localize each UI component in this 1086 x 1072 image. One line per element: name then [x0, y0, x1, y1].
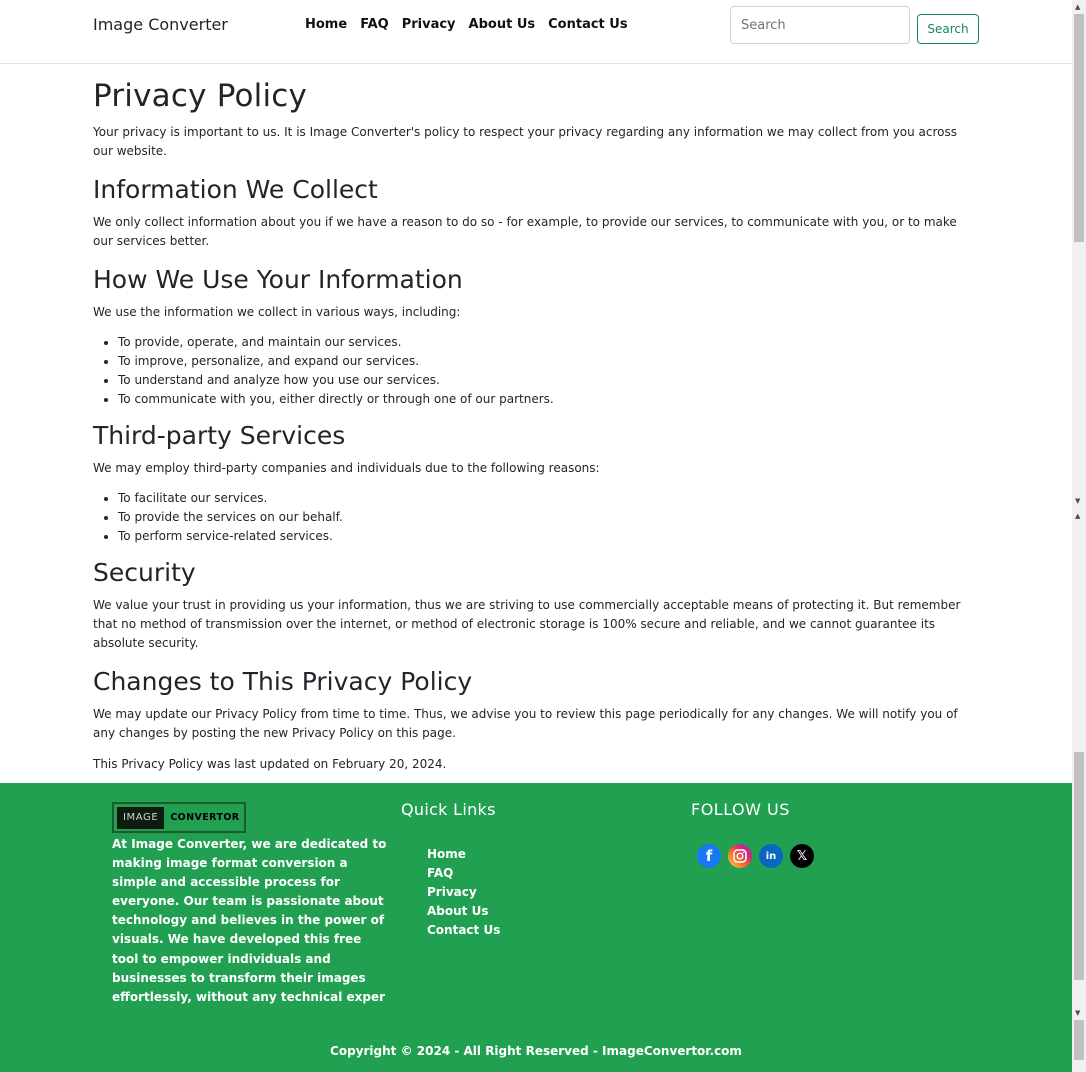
section-paragraph: We may update our Privacy Policy from time to time. Thus, we advise you to review this page periodically for any changes. We will notify you of any changes by posting the new Privacy Policy on this page. [93, 707, 958, 740]
instagram-icon[interactable] [728, 844, 752, 868]
list-item: • To understand and analyze how you use our services. [118, 371, 979, 390]
section-paragraph: We only collect information about you if we have a reason to do so - for example, to provide our services, to communicate with you, or to make our services better. [93, 215, 957, 248]
footer-link-contact-us[interactable]: Contact Us [427, 923, 501, 938]
nav-link-about-us[interactable]: About Us [468, 17, 536, 32]
search-input[interactable] [730, 6, 910, 44]
footer-link-privacy[interactable]: Privacy [427, 885, 477, 900]
facebook-icon[interactable]: f [697, 844, 721, 868]
list-item: • To perform service-related services. [118, 527, 979, 546]
footer-link-about-us[interactable]: About Us [427, 904, 489, 919]
scrollbar-thumb[interactable] [1074, 1020, 1084, 1060]
scroll-up-arrow-icon[interactable]: ▲ [1075, 512, 1081, 520]
footer-logo-convertor-text: CONVERTOR [170, 812, 240, 823]
last-updated-text: This Privacy Policy was last updated on February 20, 2024. [93, 757, 447, 771]
section-heading-security: Security [93, 558, 196, 587]
quick-links-title: Quick Links [401, 800, 496, 819]
follow-us-title: FOLLOW US [691, 800, 790, 819]
section-paragraph: We may employ third-party companies and individuals due to the following reasons: [93, 461, 600, 475]
navbar [0, 0, 1072, 64]
scroll-up-arrow-icon[interactable]: ▲ [1075, 3, 1081, 11]
list-item: • To provide the services on our behalf. [118, 508, 979, 527]
section-heading-how-we-use: How We Use Your Information [93, 265, 463, 294]
linkedin-icon[interactable]: in [759, 844, 783, 868]
nav-link-privacy[interactable]: Privacy [401, 17, 456, 32]
footer-link-faq[interactable]: FAQ [427, 866, 454, 881]
intro-paragraph: Your privacy is important to us. It is Image Converter's policy to respect your privacy regarding any information we may collect from you across our website. [93, 125, 958, 158]
social-links [697, 844, 814, 868]
scroll-down-arrow-icon[interactable]: ▼ [1075, 1009, 1081, 1017]
list-item: • To provide, operate, and maintain our services. [118, 333, 979, 352]
scrollbar-thumb[interactable] [1074, 752, 1084, 980]
nav-link-faq[interactable]: FAQ [360, 17, 389, 32]
footer-logo[interactable] [112, 802, 246, 833]
section-heading-changes: Changes to This Privacy Policy [93, 667, 473, 696]
third-party-list [118, 489, 979, 546]
section-paragraph: We use the information we collect in various ways, including: [93, 305, 461, 319]
page-title: Privacy Policy [93, 78, 308, 114]
footer-logo-image-text: IMAGE [117, 807, 164, 829]
brand-logo[interactable]: Image Converter [93, 15, 228, 34]
footer-link-home[interactable]: Home [427, 847, 466, 861]
x-twitter-icon[interactable]: 𝕏 [790, 844, 814, 868]
nav-links [305, 17, 641, 32]
scrollbar[interactable] [1072, 0, 1086, 1072]
instagram-glyph [733, 849, 747, 863]
section-paragraph: We value your trust in providing us your information, thus we are striving to use commercially acceptable means of protecting it. But remember that no method of transmission over the internet, or method of electronic storage is 100% secure and reliable, and we cannot guarantee its absolute security. [93, 598, 961, 650]
list-item: • To communicate with you, either directly or through one of our partners. [118, 390, 979, 409]
privacy-content [93, 74, 979, 786]
copyright-text: Copyright © 2024 - All Right Reserved - ImageConvertor.com [330, 1044, 742, 1058]
scroll-down-arrow-icon[interactable]: ▼ [1075, 497, 1081, 505]
scrollbar-thumb[interactable] [1074, 14, 1084, 242]
section-heading-information-we-collect: Information We Collect [93, 175, 378, 204]
list-item: • To improve, personalize, and expand our services. [118, 352, 979, 371]
search-button[interactable]: Search [917, 14, 979, 44]
nav-link-home[interactable]: Home [305, 17, 348, 32]
usage-list [118, 333, 979, 409]
footer [0, 783, 1072, 1072]
list-item: • To facilitate our services. [118, 489, 979, 508]
nav-link-contact-us[interactable]: Contact Us [548, 17, 628, 32]
section-heading-third-party: Third-party Services [93, 421, 346, 450]
footer-about-text: At Image Converter, we are dedicated to making image format conversion a simple and accessible process for everyone. Our team is passionate about technology and believes in the power of visuals. We have developed this free tool to empower individuals and businesses to transform their images effortlessly, without any technical exper [112, 837, 387, 1004]
quick-links-list [427, 845, 500, 940]
